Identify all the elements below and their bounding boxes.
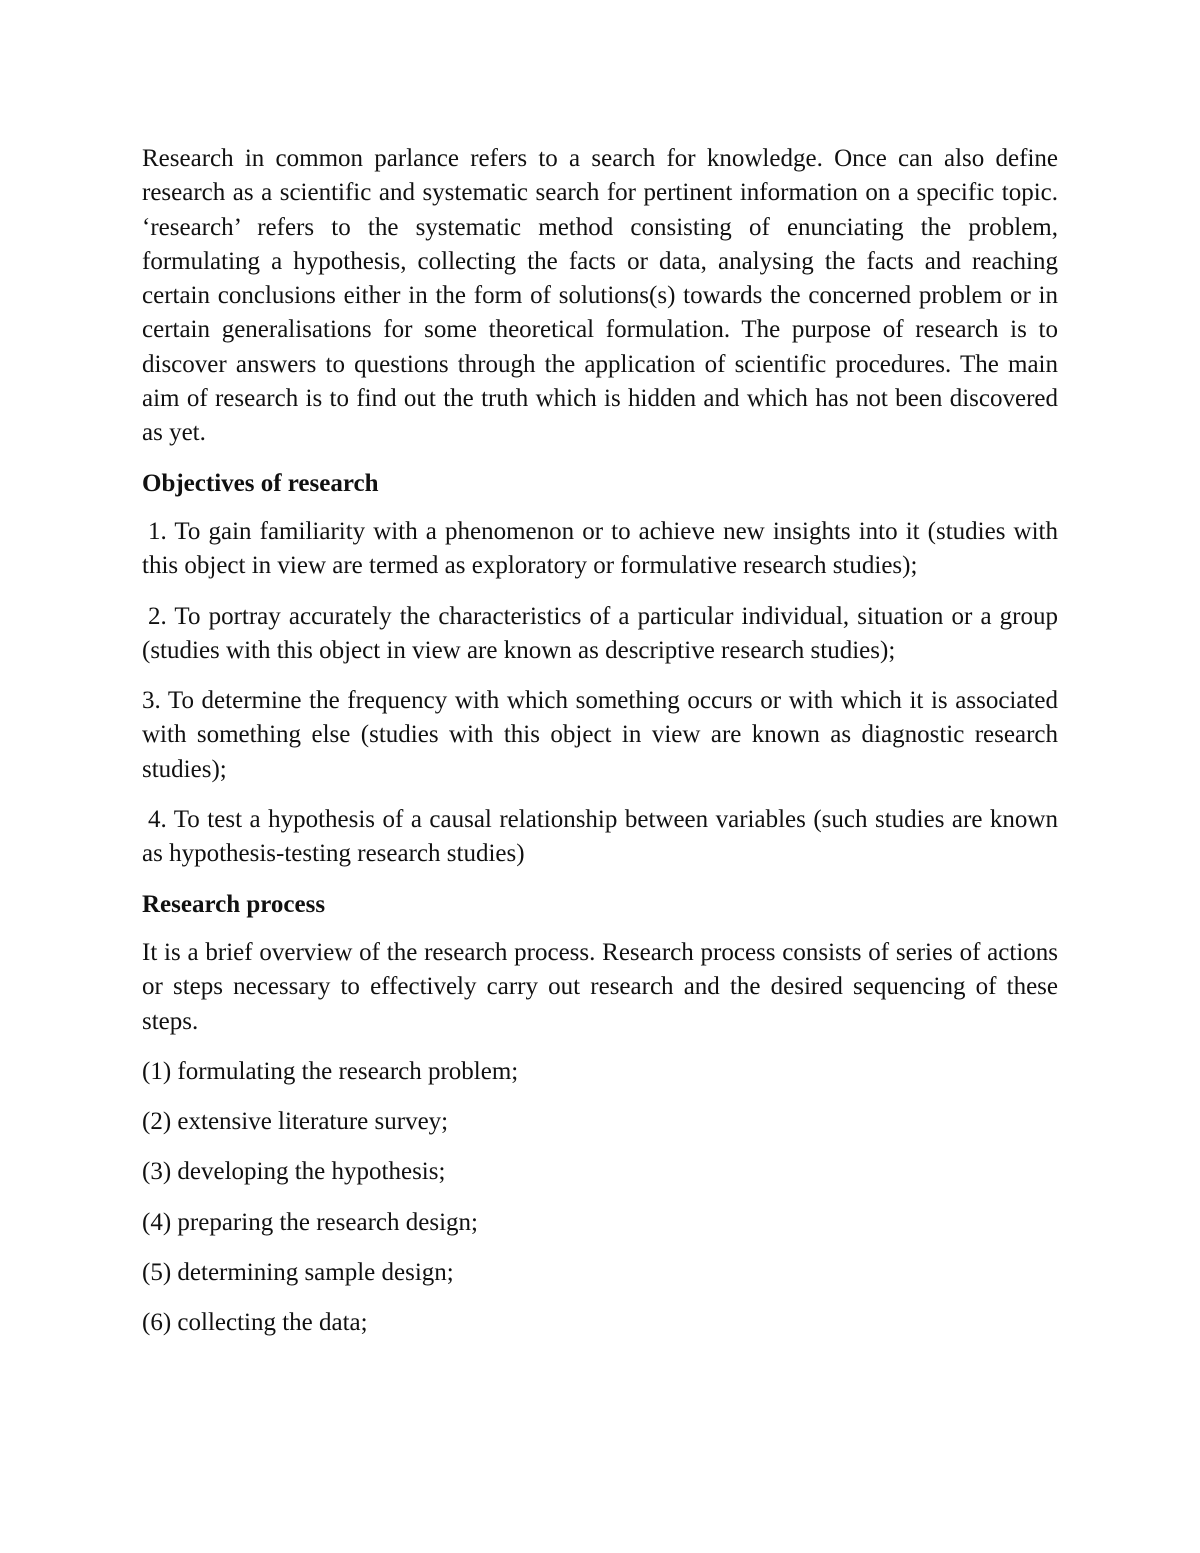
process-intro-paragraph: It is a brief overview of the research process. Research process consists of series of actions or steps necessary to effectively carry out research and the desired sequencing of these steps.	[142, 938, 1058, 1035]
objective-item: 3. To determine the frequency with which something occurs or with which it is associated with something else (studies with this object in view are known as diagnostic research studies);	[142, 687, 1058, 783]
process-step: (1) formulating the research problem;	[142, 1057, 519, 1085]
objective-item: 2. To portray accurately the characteristics of a particular individual, situation or a group (studies with this object in view are known as descriptive research studies);	[142, 602, 1058, 664]
process-step: (3) developing the hypothesis;	[142, 1158, 446, 1186]
process-step: (5) determining sample design;	[142, 1259, 454, 1287]
process-step: (4) preparing the research design;	[142, 1208, 478, 1236]
process-step: (2) extensive literature survey;	[142, 1108, 449, 1136]
process-heading: Research process	[142, 890, 326, 918]
objective-item: 4. To test a hypothesis of a causal relationship between variables (such studies are known as hypothesis-testing research studies)	[142, 806, 1058, 868]
document-content	[142, 142, 1058, 1357]
objective-item: 1. To gain familiarity with a phenomenon or to achieve new insights into it (studies with this object in view are termed as exploratory or formulative research studies);	[142, 517, 1058, 580]
intro-paragraph: Research in common parlance refers to a search for knowledge. Once can also define research as a scientific and systematic search for pertinent information on a specific topic. ‘research’ refers to the systematic method consisting of enunciating the problem, formulating a hypothesis, collecting the facts or data, analysing the facts and reaching certain conclusions either in the form of solutions(s) towards the concerned problem or in certain generalisations for some theoretical formulation. The purpose of research is to discover answers to questions through the application of scientific procedures. The main aim of research is to find out the truth which is hidden and which has not been discovered as yet.	[142, 145, 1058, 447]
objectives-heading: Objectives of research	[142, 469, 379, 497]
process-step: (6) collecting the data;	[142, 1309, 368, 1337]
